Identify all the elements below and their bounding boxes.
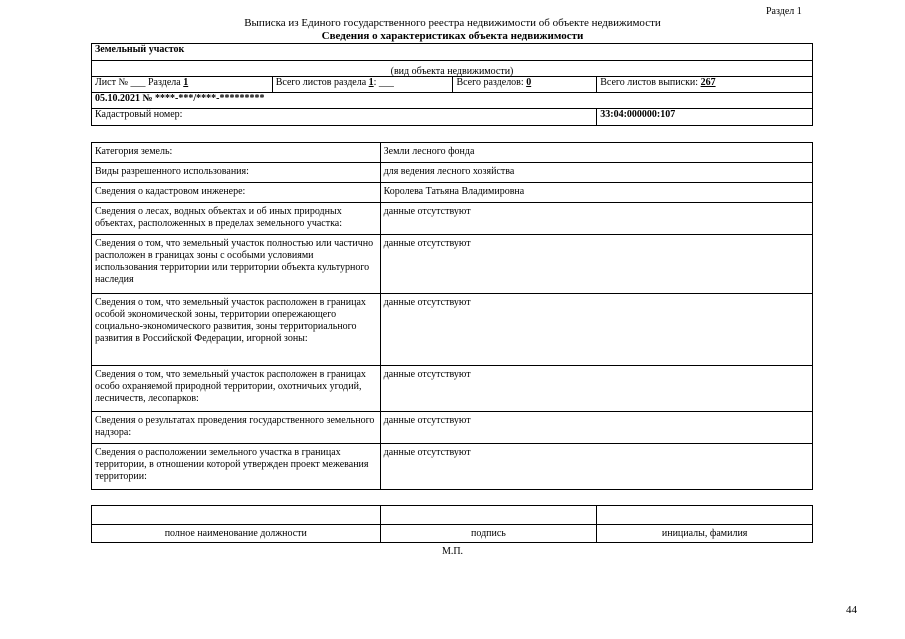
row-value: данные отсутствуют (380, 294, 812, 366)
signature-caption: подпись (380, 525, 597, 543)
row-label: Сведения о лесах, водных объектах и об иных природных объектах, расположенных в пределах земельного участка: (92, 203, 381, 235)
table-row (92, 203, 813, 235)
name-field (597, 506, 813, 525)
row-label: Категория земель: (92, 143, 381, 163)
table-row (92, 412, 813, 444)
position-field (92, 506, 381, 525)
row-label: Сведения о том, что земельный участок расположен в границах особо охраняемой природной территории, охотничьих угодий, лесничеств, лесопарков: (92, 366, 381, 412)
total-sections-cell: Всего разделов: 0 (453, 77, 597, 93)
signature-field (380, 506, 597, 525)
row-label: Сведения о том, что земельный участок расположен в границах особой экономической зоны, территории опережающего социально-экономического развития, зоны территориального развития в Российской Федерации, игорной зоны: (92, 294, 381, 366)
row-value: Королева Татьяна Владимировна (380, 183, 812, 203)
cadastral-label: Кадастровый номер: (92, 109, 597, 126)
row-value: данные отсутствуют (380, 235, 812, 294)
row-value: данные отсутствуют (380, 444, 812, 490)
table-row (92, 143, 813, 163)
total-extract-sheets-cell: Всего листов выписки: 267 (597, 77, 813, 93)
row-value: данные отсутствуют (380, 412, 812, 444)
stamp-label: М.П. (441, 546, 464, 557)
row-value: данные отсутствуют (380, 203, 812, 235)
row-label: Сведения о результатах проведения государственного земельного надзора: (92, 412, 381, 444)
table-row (92, 444, 813, 490)
name-caption: инициалы, фамилия (597, 525, 813, 543)
page-number: 44 (846, 604, 857, 616)
table-row (92, 183, 813, 203)
sheet-number-cell: Лист № ___ Раздела 1 (92, 77, 273, 93)
header-table (91, 43, 813, 126)
row-value: для ведения лесного хозяйства (380, 163, 812, 183)
position-caption: полное наименование должности (92, 525, 381, 543)
signature-table (91, 505, 813, 543)
row-label: Сведения о расположении земельного участка в границах территории, в отношении которой утвержден проект межевания территории: (92, 444, 381, 490)
row-label: Сведения о кадастровом инженере: (92, 183, 381, 203)
table-row (92, 366, 813, 412)
cadastral-value: 33:04:000000:107 (597, 109, 813, 126)
row-value: Земли лесного фонда (380, 143, 812, 163)
table-row (92, 163, 813, 183)
total-section-sheets-cell: Всего листов раздела 1: ___ (272, 77, 453, 93)
document-title: Выписка из Единого государственного реестра недвижимости об объекте недвижимости (244, 17, 661, 29)
section-label: Раздел 1 (766, 6, 802, 17)
object-type-caption: (вид объекта недвижимости) (92, 61, 813, 77)
date-number: 05.10.2021 № ****-***/****-********* (92, 93, 813, 109)
table-row (92, 235, 813, 294)
row-label: Виды разрешенного использования: (92, 163, 381, 183)
object-type: Земельный участок (92, 44, 813, 61)
table-row (92, 294, 813, 366)
document-subtitle: Сведения о характеристиках объекта недвижимости (321, 30, 584, 42)
row-label: Сведения о том, что земельный участок полностью или частично расположен в границах зоны с особыми условиями использования территории или территории объекта культурного наследия (92, 235, 381, 294)
row-value: данные отсутствуют (380, 366, 812, 412)
characteristics-table (91, 142, 813, 490)
